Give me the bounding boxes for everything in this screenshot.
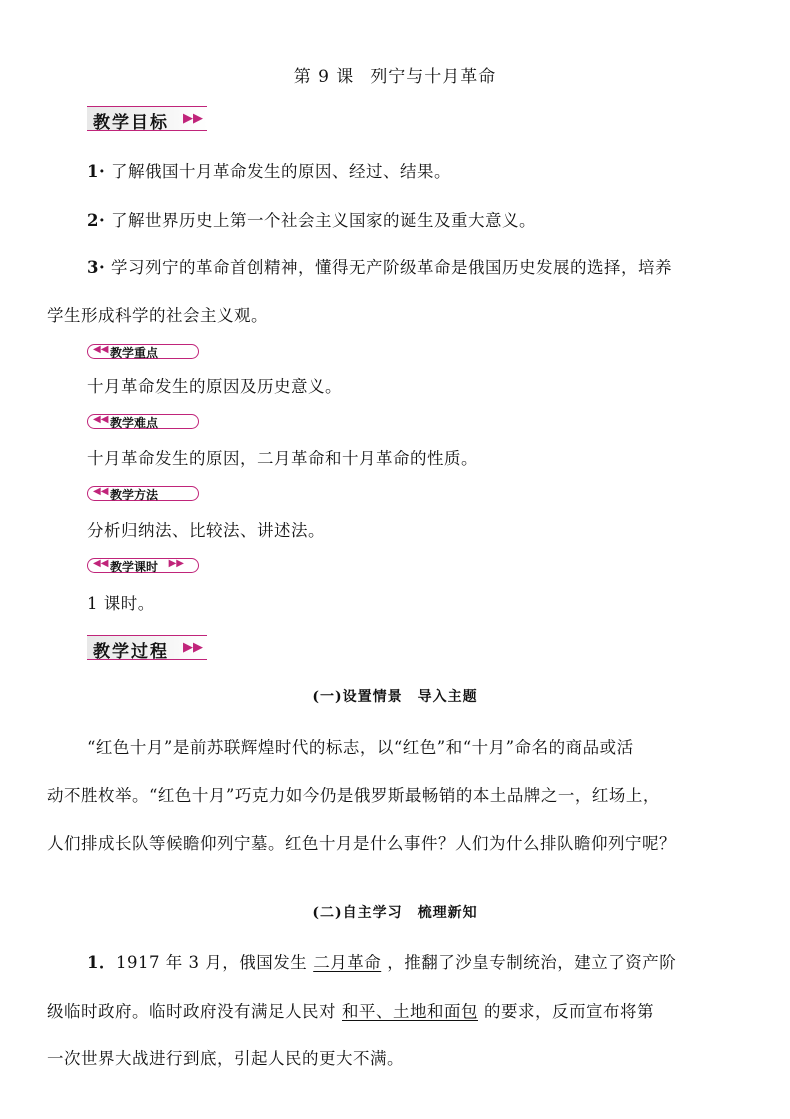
answer-blank-2: 和平、土地和面包 xyxy=(342,1002,478,1021)
answer-blank-1: 二月革命 xyxy=(313,953,382,972)
objective-item-2: 2· 了解世界历史上第一个社会主义国家的诞生及重大意义。 xyxy=(87,211,536,230)
section-2-para-1-line-2: 级临时政府。临时政府没有满足人民对 和平、土地和面包 的要求，反而宣布将第 xyxy=(47,998,654,1022)
key-points-text: 十月革命发生的原因及历史意义。 xyxy=(87,377,342,396)
difficulties-tag: ◀◀ 教学难点 xyxy=(87,414,199,429)
objective-item-1: 1· 了解俄国十月革命发生的原因、经过、结果。 xyxy=(87,162,451,181)
objective-item-3: 3· 学习列宁的革命首创精神，懂得无产阶级革命是俄国历史发展的选择，培养 xyxy=(87,258,672,277)
section-1-title: (一)设置情景 导入主题 xyxy=(312,689,478,705)
methods-text: 分析归纳法、比较法、讲述法。 xyxy=(87,521,325,540)
section-1-line-3: 人们排成长队等候瞻仰列宁墓。红色十月是什么事件？人们为什么排队瞻仰列宁呢？ xyxy=(47,834,676,853)
double-arrow-right-icon: ▶▶ xyxy=(183,640,203,655)
section-1-line-2: 动不胜枚举。“红色十月”巧克力如今仍是俄罗斯最畅销的本土品牌之一，红场上， xyxy=(47,786,660,805)
methods-tag: ◀◀ 教学方法 xyxy=(87,486,199,501)
double-arrow-left-icon: ◀◀ xyxy=(93,486,109,497)
double-arrow-right-icon: ▶▶ xyxy=(183,111,203,126)
key-points-tag: ◀◀ 教学重点 xyxy=(87,344,199,359)
double-arrow-left-icon: ◀◀ xyxy=(93,414,109,425)
section-1-line-1: “红色十月”是前苏联辉煌时代的标志，以“红色”和“十月”命名的商品或活 xyxy=(87,738,634,757)
objectives-heading: 教学目标 xyxy=(93,113,169,133)
double-arrow-left-icon: ◀◀ xyxy=(93,344,109,355)
double-arrow-left-icon: ◀◀ xyxy=(93,558,109,569)
hours-tag: ◀◀ 教学课时 ▶▶ xyxy=(87,558,199,573)
lesson-number: 第 9 课 xyxy=(293,67,355,87)
section-2-title: (二)自主学习 梳理新知 xyxy=(312,905,478,921)
process-heading: 教学过程 xyxy=(93,642,169,662)
lesson-title xyxy=(0,62,790,87)
process-heading-tag xyxy=(87,635,207,660)
objective-item-3-cont: 学生形成科学的社会主义观。 xyxy=(47,306,268,325)
lesson-name: 列宁与十月革命 xyxy=(370,67,497,87)
hours-text: 1 课时。 xyxy=(87,594,155,613)
double-arrow-right-icon: ▶▶ xyxy=(168,558,184,569)
difficulties-text: 十月革命发生的原因，二月革命和十月革命的性质。 xyxy=(87,449,478,468)
section-2-para-1-line-1: 1．1917 年 3 月，俄国发生 二月革命 ，推翻了沙皇专制统治，建立了资产阶 xyxy=(87,949,676,973)
objectives-heading-tag xyxy=(87,106,207,131)
section-2-para-1-line-3: 一次世界大战进行到底，引起人民的更大不满。 xyxy=(47,1049,404,1068)
